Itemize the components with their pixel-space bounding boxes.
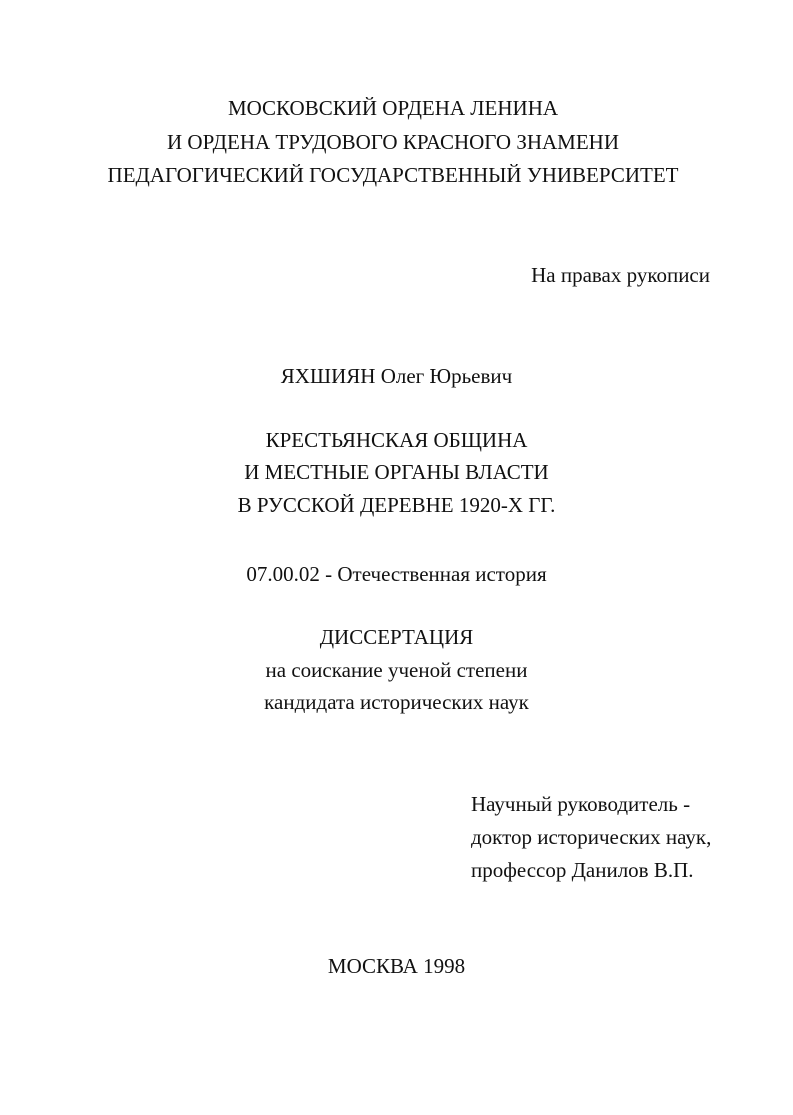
title-line: В РУССКОЙ ДЕРЕВНЕ 1920-Х ГГ. — [237, 493, 556, 517]
supervisor-line: профессор Данилов В.П. — [471, 858, 694, 882]
author-name: ЯХШИЯН Олег Юрьевич — [280, 364, 513, 388]
degree-line: кандидата исторических наук — [264, 690, 529, 714]
supervisor-line: Научный руководитель - — [471, 792, 691, 816]
document-type: ДИССЕРТАЦИЯ — [319, 625, 474, 649]
title-line: КРЕСТЬЯНСКАЯ ОБЩИНА — [265, 428, 528, 452]
place-year: МОСКВА 1998 — [327, 954, 466, 978]
institution-line: ПЕДАГОГИЧЕСКИЙ ГОСУДАРСТВЕННЫЙ УНИВЕРСИТЕТ — [107, 163, 679, 187]
degree-line: на соискание ученой степени — [265, 658, 528, 682]
institution-line: МОСКОВСКИЙ ОРДЕНА ЛЕНИНА — [227, 96, 559, 120]
specialty: 07.00.02 - Отечественная история — [246, 562, 547, 586]
supervisor-line: доктор исторических наук, — [471, 825, 712, 849]
title-line: И МЕСТНЫЕ ОРГАНЫ ВЛАСТИ — [244, 460, 549, 484]
manuscript-note: На правах рукописи — [531, 263, 710, 287]
institution-line: И ОРДЕНА ТРУДОВОГО КРАСНОГО ЗНАМЕНИ — [166, 130, 619, 154]
